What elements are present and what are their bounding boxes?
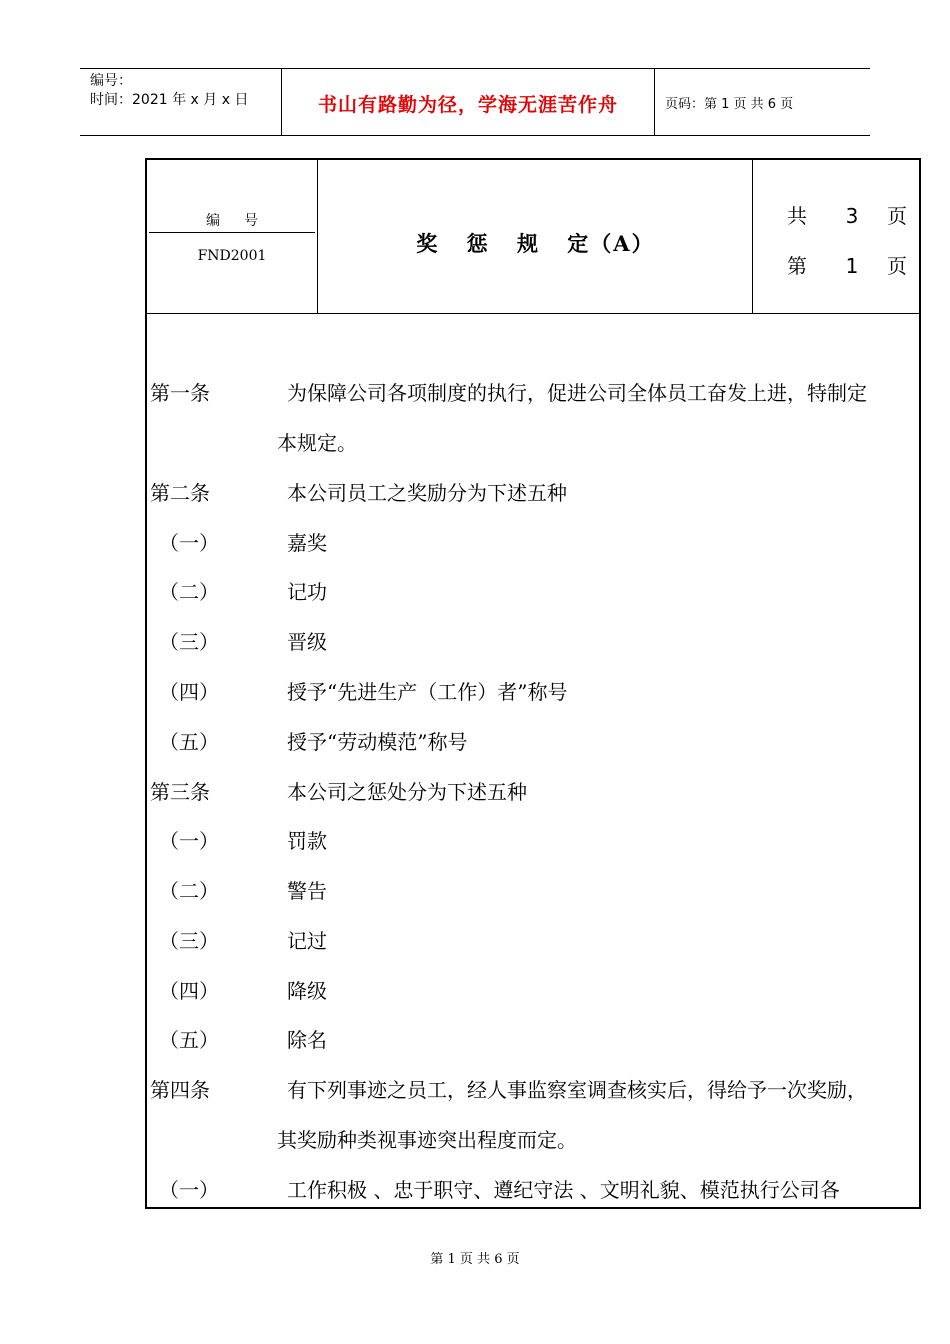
page-number: 1: [845, 254, 859, 278]
header-time: 时间：2021 年 x 月 x 日: [90, 92, 249, 108]
list-item-label: （二）: [159, 879, 219, 903]
article-3-label: 第三条: [150, 780, 210, 804]
article-1-text: 为保障公司各项制度的执行，促进公司全体员工奋发上进，特制定: [287, 381, 867, 405]
header-code: 编号：: [90, 73, 132, 89]
article-1-label: 第一条: [150, 381, 210, 405]
list-item-label: （五）: [159, 730, 219, 754]
article-4-label: 第四条: [150, 1078, 210, 1102]
list-item-text: 罚款: [287, 829, 327, 853]
header-divider: [654, 68, 655, 136]
page-suffix: 页: [887, 254, 907, 278]
page-prefix: 第: [787, 254, 807, 278]
page-footer: 第 1 页 共 6 页: [430, 1252, 520, 1267]
list-item-label: （三）: [159, 929, 219, 953]
list-item-label: （四）: [159, 979, 219, 1003]
total-prefix: 共: [787, 204, 807, 228]
list-item-text: 除名: [287, 1028, 327, 1052]
article-3-text: 本公司之惩处分为下述五种: [287, 780, 527, 804]
header-bottom-rule: [80, 135, 870, 136]
article-4-continuation: 其奖励种类视事迹突出程度而定。: [277, 1128, 577, 1152]
total-suffix: 页: [887, 204, 907, 228]
total-pages-row: [787, 200, 907, 229]
title-block-divider: [752, 160, 753, 313]
header-divider: [281, 68, 282, 136]
article-2-text: 本公司员工之奖励分为下述五种: [287, 481, 567, 505]
title-block-divider: [317, 160, 318, 313]
header-page-info: 页码：第 1 页 共 6 页: [665, 97, 794, 112]
list-item-label: （四）: [159, 680, 219, 704]
code-rule: [149, 232, 315, 233]
list-item-label: （五）: [159, 1028, 219, 1052]
article-1-continuation: 本规定。: [277, 431, 357, 455]
list-item-text: 降级: [287, 979, 327, 1003]
total-pages: 3: [845, 204, 859, 228]
list-item-label: （一）: [159, 1178, 219, 1202]
list-item-text: 警告: [287, 879, 327, 903]
document-frame: [145, 158, 921, 1209]
list-item-label: （一）: [159, 829, 219, 853]
page-number-row: [787, 250, 907, 279]
list-item-text: 记功: [287, 580, 327, 604]
list-item-text: 授予“先进生产（工作）者”称号: [287, 680, 568, 704]
code-label: 编号: [206, 213, 282, 229]
list-item-text: 记过: [287, 929, 327, 953]
header-top-rule: [80, 68, 870, 69]
header-meta: [90, 72, 248, 110]
header-motto: 书山有路勤为径，学海无涯苦作舟: [317, 94, 618, 116]
list-item-text: 晋级: [287, 630, 327, 654]
title-block: [147, 160, 919, 314]
list-item-label: （二）: [159, 580, 219, 604]
list-item-text: 授予“劳动模范”称号: [287, 730, 468, 754]
list-item-label: （一）: [159, 531, 219, 555]
article-2-label: 第二条: [150, 481, 210, 505]
list-item-text: 嘉奖: [287, 531, 327, 555]
list-item-label: （三）: [159, 630, 219, 654]
list-item-text: 工作积极 、忠于职守、遵纪守法 、文明礼貌、模范执行公司各: [287, 1178, 840, 1202]
document-title: 奖 惩 规 定（A）: [416, 231, 655, 256]
article-4-text: 有下列事迹之员工，经人事监察室调查核实后，得给予一次奖励，: [287, 1078, 867, 1102]
code-value: FND2001: [197, 248, 267, 264]
